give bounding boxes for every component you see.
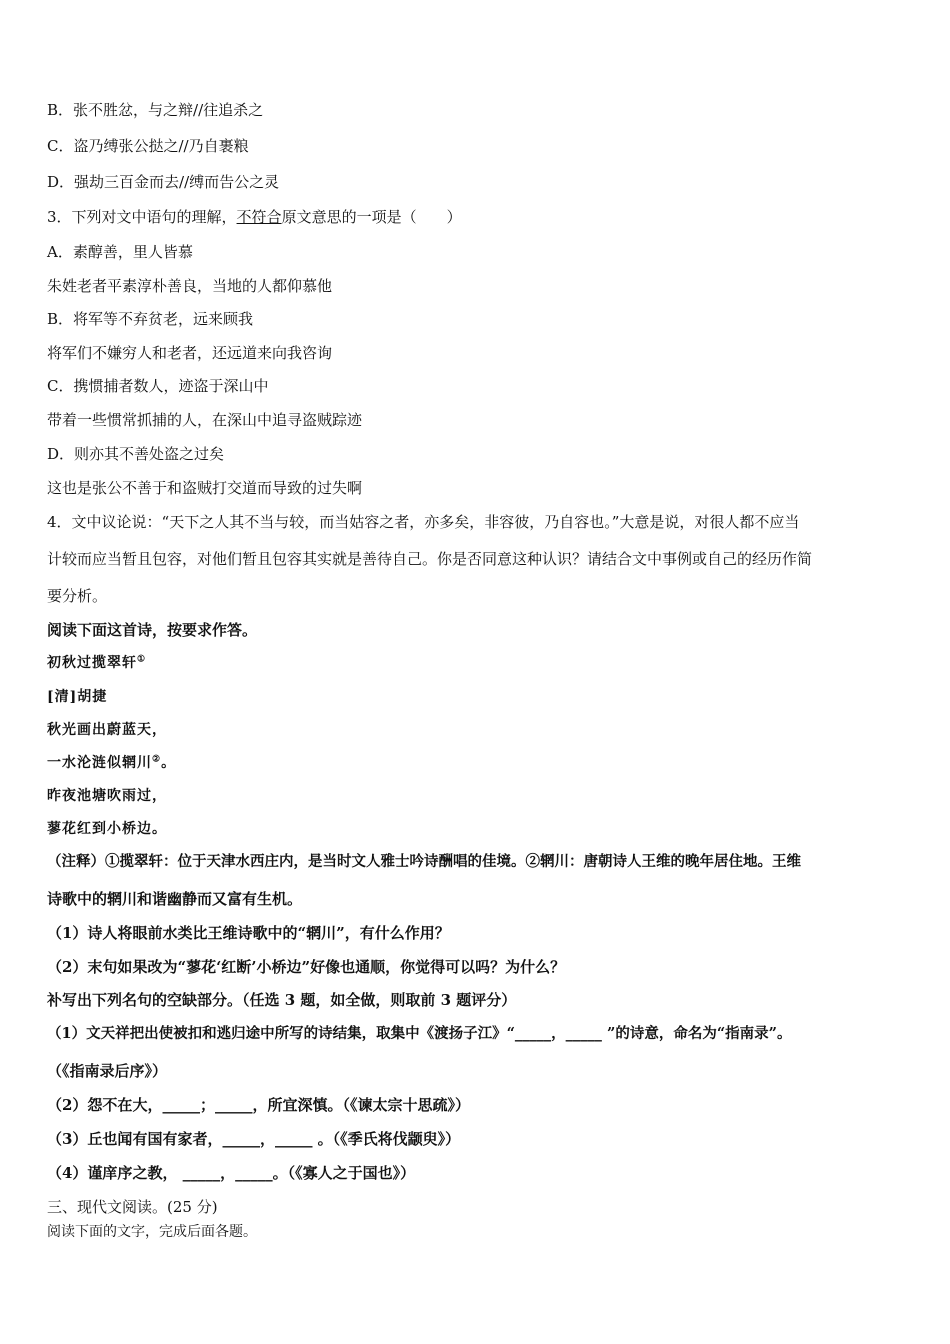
q3-option-a: A．素醇善，里人皆慕: [47, 243, 193, 261]
poem-author: [清]胡捷: [47, 689, 108, 705]
q3-option-a-explanation: 朱姓老者平素淳朴善良，当地的人都仰慕他: [47, 277, 333, 295]
poem-notes-line-2: 诗歌中的辋川和谐幽静而又富有生机。: [47, 890, 303, 908]
q4-line-3: 要分析。: [47, 587, 108, 605]
poem-line-2-text: 一水沦涟似辋川: [47, 755, 152, 771]
poem-line-3: 昨夜池塘吹雨过，: [47, 788, 167, 804]
section-3-instruction: 阅读下面的文字，完成后面各题。: [47, 1224, 257, 1240]
poem-title-note: ①: [137, 654, 147, 665]
fill-question-1-line-2: （《指南录后序》）: [47, 1062, 168, 1080]
q3-option-c: C．携惯捕者数人，迹盗于深山中: [47, 377, 269, 395]
q3-option-b-explanation: 将军们不嫌穷人和老者，还远道来向我咨询: [47, 344, 333, 362]
q3-option-b: B．将军等不弃贫老，远来顾我: [47, 310, 254, 328]
q3-stem: [47, 207, 462, 227]
poem-question-2: （2）末句如果改为“蓼花‘红断’小桥边”好像也通顺，你觉得可以吗？为什么？: [47, 958, 566, 976]
poem-question-1: （1）诗人将眼前水类比王维诗歌中的“辋川”，有什么作用？: [47, 924, 450, 942]
fill-question-1-line-1: （1）文天祥把出使被扣和逃归途中所写的诗结集，取集中《渡扬子江》“_____，_____ ”的诗意，命名为“指南录”。: [47, 1025, 792, 1042]
q3-stem-post: 原文意思的一项是（ ）: [281, 208, 462, 226]
section-3-heading: 三、现代文阅读。(25 分): [47, 1198, 218, 1216]
fill-question-2: （2）怨不在大，_____；_____，所宜深慎。（《谏太宗十思疏》）: [47, 1096, 470, 1114]
poem-line-2-end: 。: [161, 755, 177, 771]
q3-stem-pre: 3．下列对文中语句的理解，: [47, 208, 237, 226]
poem-title: [47, 653, 146, 673]
q2-option-c: C．盗乃缚张公挞之//乃自裹粮: [47, 137, 249, 155]
q2-option-b: B．张不胜忿，与之辩//往追杀之: [47, 101, 264, 119]
q3-option-d: D．则亦其不善处盗之过矣: [47, 445, 225, 463]
fill-instruction: 补写出下列名句的空缺部分。（任选 3 题，如全做，则取前 3 题评分）: [47, 991, 517, 1009]
q3-option-d-explanation: 这也是张公不善于和盗贼打交道而导致的过失啊: [47, 479, 363, 497]
fill-question-4: （4）谨庠序之教， _____，_____。（《寡人之于国也》）: [47, 1164, 416, 1182]
poem-line-4: 蓼花红到小桥边。: [47, 821, 167, 837]
poem-instruction: 阅读下面这首诗，按要求作答。: [47, 621, 258, 639]
q4-line-1: 4．文中议论说：“天下之人其不当与较，而当姑容之者，亦多矣，非容彼，乃自容也。”大意是说，对很人都不应当: [47, 513, 800, 531]
q4-line-2: 计较而应当暂且包容，对他们暂且包容其实就是善待自己。你是否同意这种认识？请结合文中事例或自己的经历作简: [47, 550, 813, 568]
poem-title-text: 初秋过揽翠轩: [47, 655, 137, 671]
fill-question-3: （3）丘也闻有国有家者，_____，_____ 。（《季氏将伐颛臾》）: [47, 1130, 461, 1148]
q3-stem-underlined: 不符合: [236, 208, 282, 226]
q3-option-c-explanation: 带着一些惯常抓捕的人，在深山中追寻盗贼踪迹: [47, 411, 363, 429]
poem-notes-line-1: （注释）①揽翠轩：位于天津水西庄内，是当时文人雅士吟诗酬唱的佳境。②辋川：唐朝诗人王维的晚年居住地。王维: [47, 853, 801, 870]
poem-line-1: 秋光画出蔚蓝天，: [47, 722, 167, 738]
poem-line-2-note: ②: [152, 754, 162, 765]
q2-option-d: D．强劫三百金而去//缚而告公之灵: [47, 173, 280, 191]
poem-line-2: [47, 753, 176, 773]
